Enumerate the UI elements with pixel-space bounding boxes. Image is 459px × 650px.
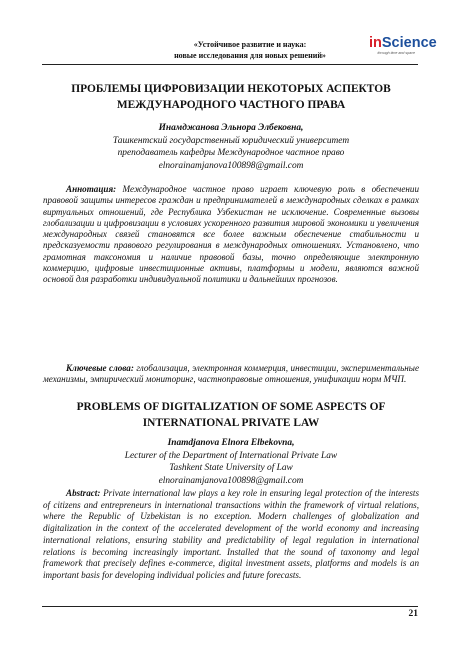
en-author-block: [43, 437, 419, 487]
logo-in-text: in: [369, 35, 382, 51]
ru-abstract: [43, 184, 419, 286]
ru-author-position: преподаватель кафедры Международное частное право: [117, 148, 345, 159]
en-author-email: elnorainamjanova100898@gmail.com: [158, 475, 304, 486]
en-author-affiliation: Tashkent State University of Law: [169, 463, 293, 474]
en-title: [43, 400, 419, 431]
ru-title-line-2: МЕЖДУНАРОДНОГО ЧАСТНОГО ПРАВА: [116, 98, 346, 111]
journal-title: [150, 40, 350, 61]
en-abstract: [43, 488, 419, 582]
ru-title: [43, 82, 419, 113]
en-author-position: Lecturer of the Department of International Private Law: [124, 450, 338, 461]
ru-author-block: [43, 122, 419, 172]
en-title-line-1: PROBLEMS OF DIGITALIZATION OF SOME ASPECTS OF: [76, 401, 386, 413]
ru-keywords-text: глобализация, электронная коммерция, инвестиции, экспериментальные механизмы, эмпирический мониторинг, частноправовые отношения, унификации норм МЧП.: [43, 363, 419, 385]
ru-author-email: elnorainamjanova100898@gmail.com: [158, 160, 304, 171]
en-author-name: Inamdjanova Elnora Elbekovna,: [167, 438, 295, 448]
ru-author-affiliation: Ташкентский государственный юридический университет: [112, 135, 350, 146]
en-title-line-2: INTERNATIONAL PRIVATE LAW: [142, 416, 320, 429]
ru-keywords: [43, 363, 419, 386]
journal-title-line-1: «Устойчивое развитие и наука:: [193, 40, 307, 49]
logo-tagline: through time and space: [377, 51, 415, 55]
header-divider: [42, 64, 418, 65]
footer-divider: [42, 606, 418, 607]
ru-keywords-label: Ключевые слова:: [66, 363, 134, 373]
ru-abstract-text: Международное частное право играет ключевую роль в обеспечении правовой защиты интересов граждан и предпринимателей в международных сделках в рамках виртуальных отношений, где Республика Узбекистан не исключение. Современные вызовы глобализации и цифровизации в условиях ускоренного развития мировой экономики и увеличения международных связей становятся все более важным обеспечение стабильности и предсказуемости правового регулирования в международных отношениях. Установлено, что грамотная таксономия и наличие правовой базы, точно определяющие электронную коммерцию, цифровые инвестиционные активы, платформы и модели, являются важной основой для разработки индивидуальной политики и дальнейших прогнозов.: [43, 184, 419, 285]
en-abstract-text: Private international law plays a key role in ensuring legal protection of the interests of citizens and entrepreneurs in international transactions within the framework of virtual relations, where the Republic of Uzbekistan is no exception. Modern challenges of globalization and digitalization in the context of the accelerated development of the world economy and increasing international relations, ensuring stability and predictability of legal regulation in international relations is becoming increasingly important. Installed that the sound of taxonomy and legal framework that precisely defines e-commerce, digital investment assets, platforms and models is an important basis for developing individual policies and future forecasts.: [43, 488, 419, 580]
page-number: 21: [408, 609, 418, 619]
ru-title-line-1: ПРОБЛЕМЫ ЦИФРОВИЗАЦИИ НЕКОТОРЫХ АСПЕКТОВ: [71, 83, 391, 95]
en-abstract-label: Abstract:: [66, 488, 101, 498]
inscience-logo: [369, 35, 437, 63]
ru-author-name: Инамджанова Эльнора Элбековна,: [158, 123, 304, 133]
journal-title-line-2: новые исследования для новых решений»: [174, 50, 326, 60]
logo-science-text: Science: [381, 35, 437, 51]
logo-wordmark: [369, 35, 437, 51]
ru-abstract-label: Аннотация:: [66, 184, 117, 194]
